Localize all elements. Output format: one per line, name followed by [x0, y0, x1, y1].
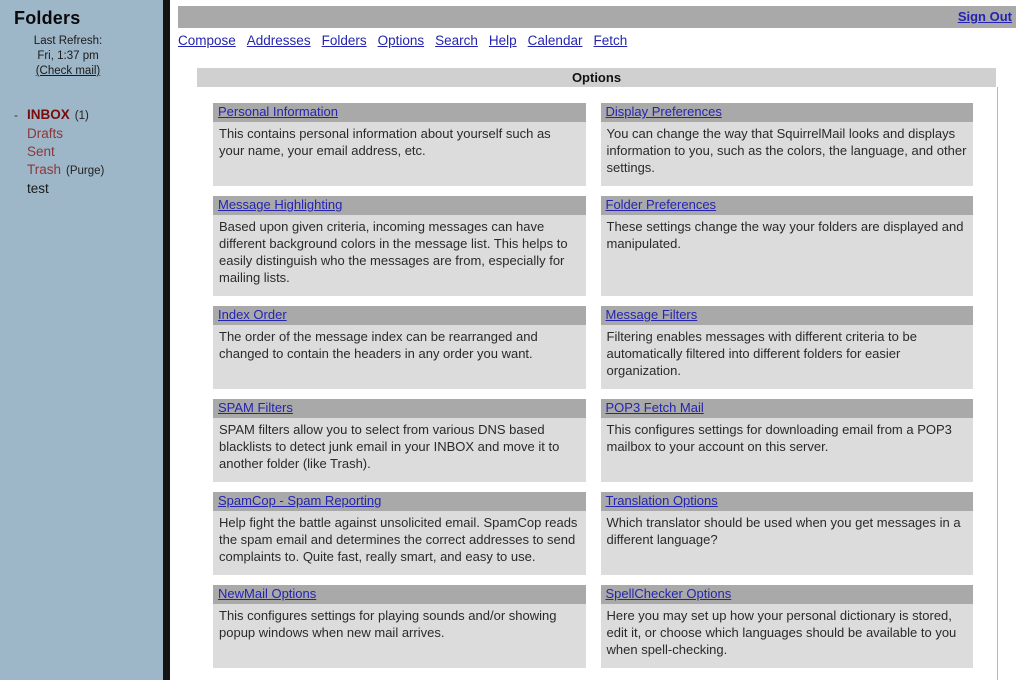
section-header-bar — [213, 492, 586, 511]
section-description: You can change the way that SquirrelMail looks and displays information to you, such as the colors, the language, and other settings. — [601, 122, 974, 186]
check-mail-link[interactable]: (Check mail) — [35, 65, 101, 77]
section-header-bar — [213, 196, 586, 215]
menu-link-folders[interactable]: Folders — [321, 33, 367, 48]
folder-link-test[interactable]: test — [27, 181, 49, 196]
section-link-message-filters[interactable]: Message Filters — [605, 307, 698, 322]
option-section — [601, 306, 974, 389]
section-header-bar — [601, 585, 974, 604]
option-section — [213, 103, 586, 186]
sidebar-title: Folders — [14, 8, 81, 28]
options-page-title: Options — [197, 68, 996, 87]
section-header-bar — [601, 492, 974, 511]
section-description: This configures settings for downloading email from a POP3 mailbox to your account on this server. — [601, 418, 974, 482]
folders-sidebar — [0, 0, 163, 680]
menu-link-addresses[interactable]: Addresses — [246, 33, 311, 48]
section-description: Filtering enables messages with different criteria to be automatically filtered into different folders for easier organization. — [601, 325, 974, 389]
option-section — [213, 196, 586, 296]
top-gray-bar — [178, 6, 1016, 28]
option-section — [601, 585, 974, 668]
folder-collapse-marker[interactable]: - — [14, 108, 18, 122]
option-section — [601, 103, 974, 186]
section-link-spamcop-spam-reporting[interactable]: SpamCop - Spam Reporting — [218, 493, 382, 508]
section-description: Based upon given criteria, incoming messages can have different background colors in the message list. This helps to easily distinguish who the messages are from, especially for mailing lists. — [213, 215, 586, 296]
section-link-personal-information[interactable]: Personal Information — [218, 104, 338, 119]
menu-link-search[interactable]: Search — [435, 33, 478, 48]
section-description: SPAM filters allow you to select from various DNS based blacklists to detect junk email in your INBOX and move it to another folder (like Trash). — [213, 418, 586, 482]
option-section — [213, 585, 586, 668]
folder-row — [14, 143, 163, 161]
section-header-bar — [601, 399, 974, 418]
option-section — [601, 492, 974, 575]
section-header-bar — [213, 306, 586, 325]
section-description: The order of the message index can be rearranged and changed to contain the headers in any order you want. — [213, 325, 586, 389]
section-link-display-preferences[interactable]: Display Preferences — [605, 104, 722, 119]
section-link-message-highlighting[interactable]: Message Highlighting — [218, 197, 343, 212]
option-section — [213, 306, 586, 389]
section-description: This contains personal information about yourself such as your name, your email address, etc. — [213, 122, 586, 186]
section-link-spam-filters[interactable]: SPAM Filters — [218, 400, 293, 415]
section-description: This configures settings for playing sounds and/or showing popup windows when new mail arrives. — [213, 604, 586, 668]
menu-link-compose[interactable]: Compose — [178, 33, 236, 48]
folder-link-trash[interactable]: Trash — [27, 162, 62, 177]
folder-link-inbox[interactable]: INBOX — [27, 107, 70, 122]
section-description: These settings change the way your folders are displayed and manipulated. — [601, 215, 974, 296]
folder-link-sent[interactable]: Sent — [27, 144, 55, 159]
option-section — [213, 399, 586, 482]
section-link-translation-options[interactable]: Translation Options — [605, 493, 718, 508]
folder-row — [14, 125, 163, 143]
sign-out-link[interactable]: Sign Out — [957, 9, 1012, 24]
menu-link-fetch[interactable]: Fetch — [593, 33, 628, 48]
folder-link-drafts[interactable]: Drafts — [27, 126, 64, 141]
sidebar-divider — [163, 0, 170, 680]
section-header-bar — [213, 103, 586, 122]
section-description: Help fight the battle against unsolicited email. SpamCop reads the spam email and determines the correct addresses to send complaints to. Quite fast, really smart, and easy to use. — [213, 511, 586, 575]
menu-link-help[interactable]: Help — [488, 33, 517, 48]
option-section — [601, 196, 974, 296]
main-content — [170, 0, 1020, 680]
folder-list — [14, 106, 163, 198]
option-section — [601, 399, 974, 482]
options-sections — [213, 103, 973, 668]
menu-link-options[interactable]: Options — [377, 33, 425, 48]
section-description: Which translator should be used when you get messages in a different language? — [601, 511, 974, 575]
section-link-spellchecker-options[interactable]: SpellChecker Options — [605, 586, 732, 601]
main-menu — [178, 33, 638, 48]
section-link-folder-preferences[interactable]: Folder Preferences — [605, 197, 717, 212]
page-right-border — [997, 87, 998, 680]
unread-count: (1) — [74, 110, 89, 122]
option-section — [213, 492, 586, 575]
section-header-bar — [601, 306, 974, 325]
last-refresh-block — [14, 34, 122, 79]
section-link-newmail-options[interactable]: NewMail Options — [218, 586, 317, 601]
section-link-pop3-fetch-mail[interactable]: POP3 Fetch Mail — [605, 400, 704, 415]
folder-row — [14, 106, 163, 125]
section-header-bar — [213, 399, 586, 418]
last-refresh-label: Last Refresh: — [33, 35, 103, 47]
section-header-bar — [601, 103, 974, 122]
section-header-bar — [213, 585, 586, 604]
last-refresh-time: Fri, 1:37 pm — [37, 50, 99, 62]
folder-row — [14, 161, 163, 180]
section-header-bar — [601, 196, 974, 215]
section-description: Here you may set up how your personal dictionary is stored, edit it, or choose which languages should be available to you when spell-checking. — [601, 604, 974, 668]
menu-link-calendar[interactable]: Calendar — [527, 33, 583, 48]
folder-row — [14, 180, 163, 198]
purge-link[interactable]: (Purge) — [66, 165, 105, 177]
section-link-index-order[interactable]: Index Order — [218, 307, 287, 322]
